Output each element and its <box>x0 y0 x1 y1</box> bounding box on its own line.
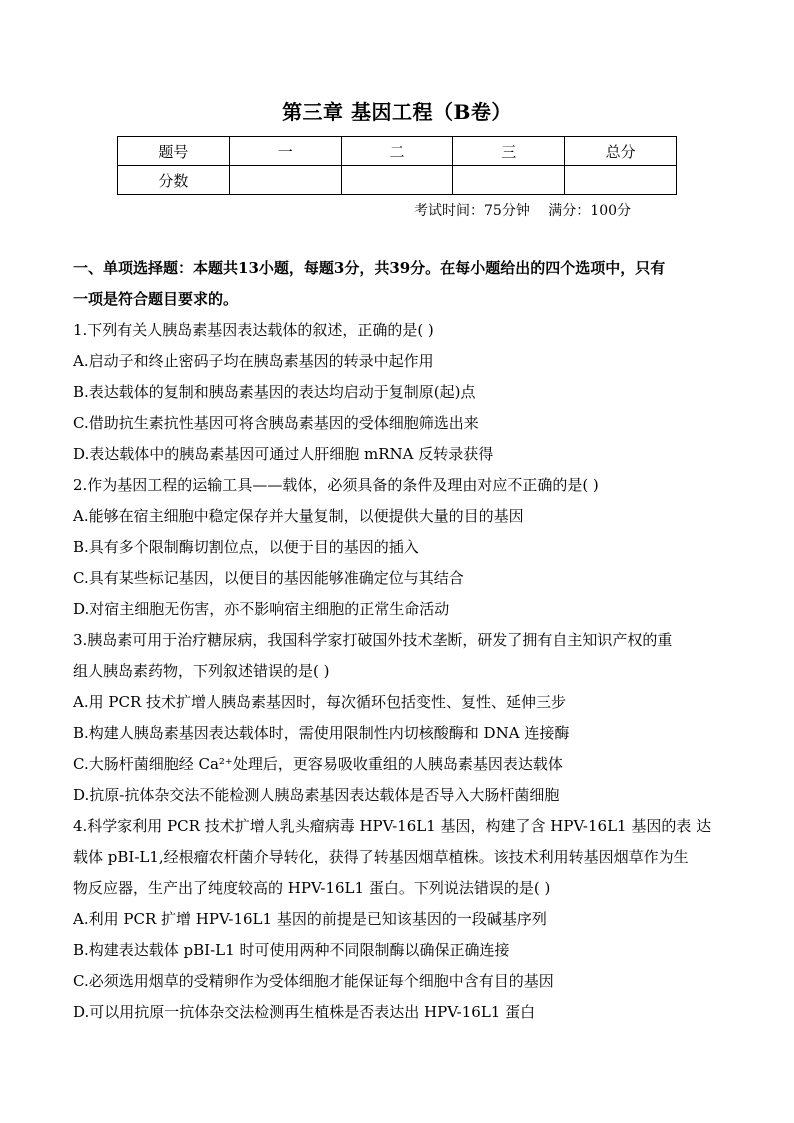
option-a: A.能够在宿主细胞中稳定保存并大量复制，以便提供大量的目的基因 <box>73 507 524 525</box>
header-cell-part-1: 一 <box>229 137 341 166</box>
question-1 <box>73 318 723 473</box>
option-b: B.构建人胰岛素基因表达载体时，需使用限制性内切核酸酶和 DNA 连接酶 <box>73 724 570 742</box>
score-table-header-row <box>118 137 677 166</box>
question-stem: 1.下列有关人胰岛素基因表达载体的叙述，正确的是( ) <box>73 321 434 339</box>
exam-time: 考试时间：75分钟 <box>414 203 530 219</box>
page-title: 第三章 基因工程（B卷） <box>282 100 512 124</box>
score-table-score-row <box>118 166 677 195</box>
score-cell-total <box>565 166 677 195</box>
full-score: 满分：100分 <box>548 203 632 219</box>
option-d: D.可以用抗原一抗体杂交法检测再生植株是否表达出 HPV-16L1 蛋白 <box>73 1003 536 1021</box>
option-b: B.构建表达载体 pBI-L1 时可使用两种不同限制酶以确保正确连接 <box>73 941 510 959</box>
option-c: C.必须选用烟草的受精卵作为受体细胞才能保证每个细胞中含有目的基因 <box>73 972 554 990</box>
header-cell-question-no: 题号 <box>118 137 230 166</box>
section-heading-line-1: 一、单项选择题：本题共13小题，每题3分，共39分。在每小题给出的四个选项中，只有 <box>73 259 666 277</box>
section-heading-line-2: 一项是符合题目要求的。 <box>73 290 239 308</box>
header-cell-total: 总分 <box>565 137 677 166</box>
option-b: B.具有多个限制酶切割位点，以便于目的基因的插入 <box>73 538 419 556</box>
question-stem-continued: 载体 pBI-L1,经根瘤农杆菌介导转化，获得了转基因烟草植株。该技术利用转基因烟草作为生 <box>73 848 689 866</box>
option-d: D.对宿主细胞无伤害，亦不影响宿主细胞的正常生命活动 <box>73 600 450 618</box>
row-label-score: 分数 <box>118 166 230 195</box>
option-c: C.借助抗生素抗性基因可将含胰岛素基因的受体细胞筛选出来 <box>73 414 479 432</box>
score-cell-part-1 <box>229 166 341 195</box>
option-c: C.大肠杆菌细胞经 Ca²⁺处理后，更容易吸收重组的人胰岛素基因表达载体 <box>73 755 563 773</box>
option-b: B.表达载体的复制和胰岛素基因的表达均启动于复制原(起)点 <box>73 383 476 401</box>
question-stem-continued: 物反应器，生产出了纯度较高的 HPV-16L1 蛋白。下列说法错误的是( ) <box>73 879 551 897</box>
question-2 <box>73 473 723 628</box>
option-d: D.抗原-抗体杂交法不能检测人胰岛素基因表达载体是否导入大肠杆菌细胞 <box>73 786 560 804</box>
question-stem: 2.作为基因工程的运输工具——载体，必须具备的条件及理由对应不正确的是( ) <box>73 476 599 494</box>
option-c: C.具有某些标记基因，以便目的基因能够准确定位与其结合 <box>73 569 464 587</box>
header-cell-part-2: 二 <box>341 137 453 166</box>
question-3 <box>73 628 723 814</box>
score-cell-part-3 <box>453 166 565 195</box>
option-a: A.用 PCR 技术扩增人胰岛素基因时，每次循环包括变性、复性、延伸三步 <box>73 693 567 711</box>
question-stem: 3.胰岛素可用于治疗糖尿病，我国科学家打破国外技术垄断，研发了拥有自主知识产权的重 <box>73 631 673 649</box>
option-d: D.表达载体中的胰岛素基因可通过人肝细胞 mRNA 反转录获得 <box>73 445 494 463</box>
header-cell-part-3: 三 <box>453 137 565 166</box>
exam-content <box>73 256 723 1031</box>
question-stem: 4.科学家利用 PCR 技术扩增人乳头瘤病毒 HPV-16L1 基因，构建了含 HPV-16L1 基因的表 达 <box>73 817 712 835</box>
exam-info <box>414 200 645 220</box>
score-cell-part-2 <box>341 166 453 195</box>
question-4 <box>73 814 723 1031</box>
option-a: A.利用 PCR 扩增 HPV-16L1 基因的前提是已知该基因的一段碱基序列 <box>73 910 547 928</box>
option-a: A.启动子和终止密码子均在胰岛素基因的转录中起作用 <box>73 352 434 370</box>
question-stem-continued: 组人胰岛素药物，下列叙述错误的是( ) <box>73 662 330 680</box>
score-table <box>117 136 677 195</box>
